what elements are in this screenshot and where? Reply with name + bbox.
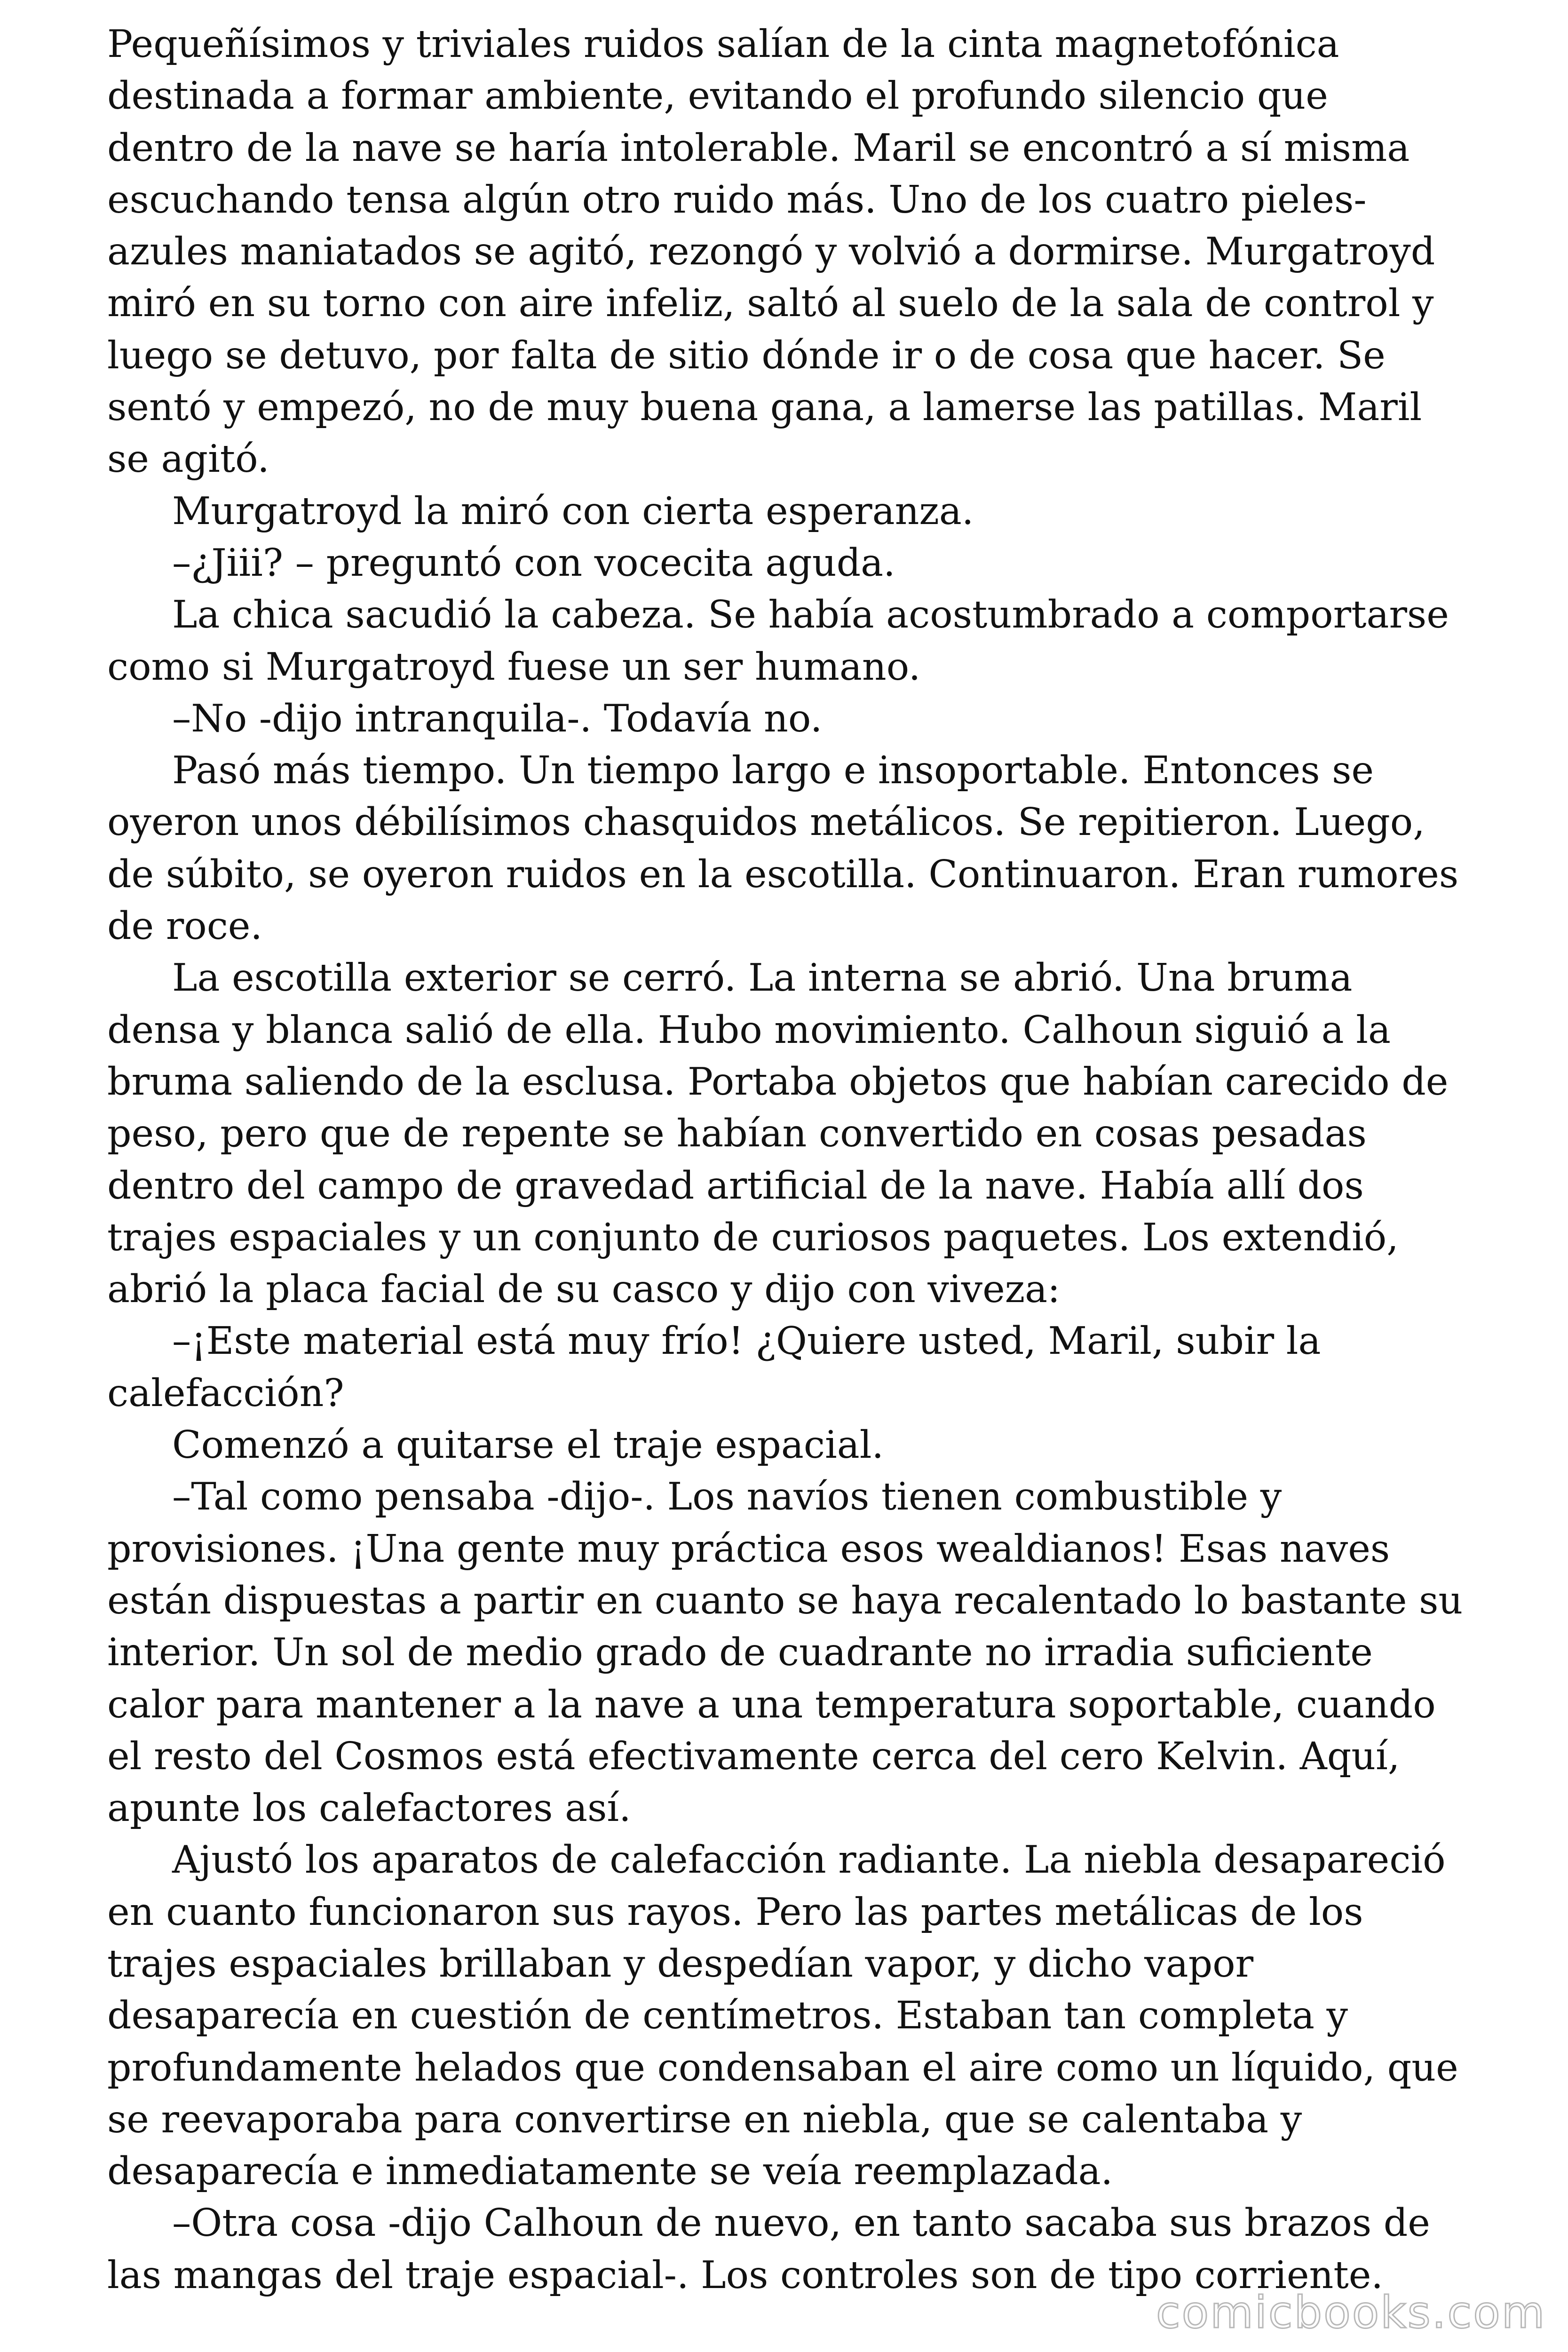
paragraph-8: –¡Este material está muy frío! ¿Quiere usted, Maril, subir la calefacción? bbox=[107, 1319, 1321, 1415]
paragraph-1: Pequeñísimos y triviales ruidos salían de la cinta magnetofónica destinada a formar ambiente, evitando el profundo silencio que dentro de la nave se haría intolerable. Maril se encontró a sí misma escuchando tensa algún otro ruido más. Uno de los cuatro pieles-azules maniatados se agitó, rezongó y volvió a dormirse. Murgatroyd miró en su torno con aire infeliz, saltó al suelo de la sala de control y luego se detuvo, por falta de sitio dónde ir o de cosa que hacer. Se sentó y empezó, no de muy buena gana, a lamerse las patillas. Maril se agitó. bbox=[107, 22, 1435, 481]
paragraph-6: Pasó más tiempo. Un tiempo largo e insoportable. Entonces se oyeron unos débilísimos chasquidos metálicos. Se repitieron. Luego, de súbito, se oyeron ruidos en la escotilla. Continuaron. Eran rumores de roce. bbox=[107, 748, 1459, 948]
paragraph-5: –No -dijo intranquila-. Todavía no. bbox=[172, 696, 823, 740]
paragraph-12: –Otra cosa -dijo Calhoun de nuevo, en tanto sacaba sus brazos de las mangas del traje espacial-. Los controles son de tipo corriente. bbox=[107, 2201, 1430, 2297]
paragraph-4: La chica sacudió la cabeza. Se había acostumbrado a comportarse como si Murgatroyd fuese un ser humano. bbox=[107, 592, 1449, 689]
paragraph-11: Ajustó los aparatos de calefacción radiante. La niebla desapareció en cuanto funcionaron sus rayos. Pero las partes metálicas de los trajes espaciales brillaban y despedían vapor, y dicho vapor desaparecía en cuestión de centímetros. Estaban tan completa y profundamente helados que condensaban el aire como un líquido, que se reevaporaba para convertirse en niebla, que se calentaba y desaparecía e inmediatamente se veía reemplazada. bbox=[107, 1837, 1458, 2193]
paragraph-7: La escotilla exterior se cerró. La interna se abrió. Una bruma densa y blanca salió de ella. Hubo movimiento. Calhoun siguió a la bruma saliendo de la esclusa. Portaba objetos que habían carecido de peso, pero que de repente se habían convertido en cosas pesadas dentro del campo de gravedad artificial de la nave. Había allí dos trajes espaciales y un conjunto de curiosos paquetes. Los extendió, abrió la placa facial de su casco y dijo con viveza: bbox=[107, 955, 1449, 1311]
book-page-text bbox=[107, 18, 1466, 2301]
paragraph-9: Comenzó a quitarse el traje espacial. bbox=[172, 1422, 884, 1467]
paragraph-2: Murgatroyd la miró con cierta esperanza. bbox=[172, 488, 974, 533]
paragraph-3: –¿Jiii? – preguntó con vocecita aguda. bbox=[172, 540, 895, 585]
paragraph-10: –Tal como pensaba -dijo-. Los navíos tienen combustible y provisiones. ¡Una gente muy práctica esos wealdianos! Esas naves están dispuestas a partir en cuanto se haya recalentado lo bastante su interior. Un sol de medio grado de cuadrante no irradia suficiente calor para mantener a la nave a una temperatura soportable, cuando el resto del Cosmos está efectivamente cerca del cero Kelvin. Aquí, apunte los calefactores así. bbox=[107, 1474, 1463, 1830]
watermark: comicbooks.com bbox=[1156, 2287, 1546, 2338]
